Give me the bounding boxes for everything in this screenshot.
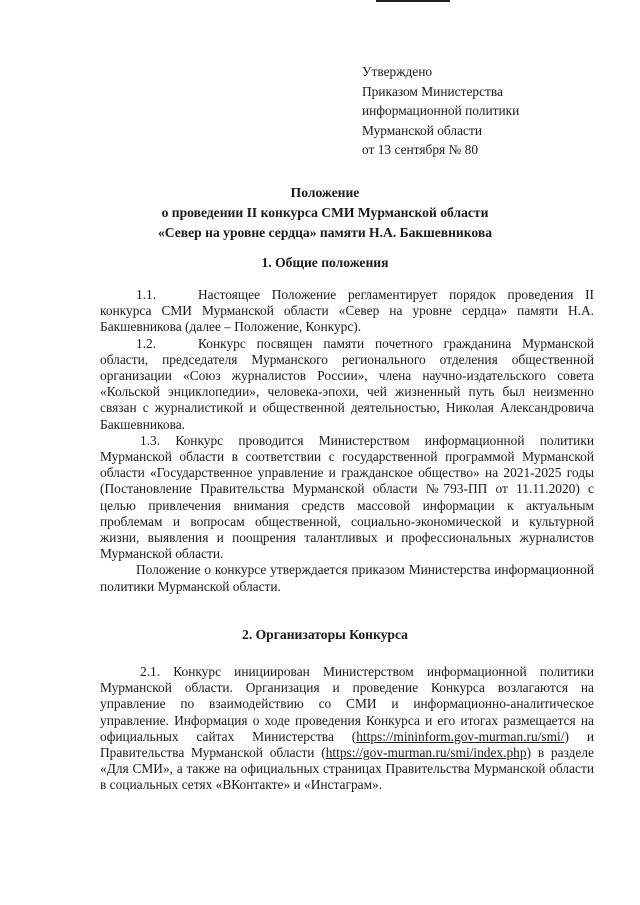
- paragraph-2-1: [100, 664, 594, 794]
- paragraph-1-4: Положение о конкурсе утверждается приказом Министерства информационной политики Мурманской области.: [100, 562, 594, 594]
- section-2-heading: 2. Организаторы Конкурса: [242, 627, 408, 642]
- section-2-body: [100, 664, 594, 794]
- paragraph-1-1-number: 1.1.: [136, 287, 157, 302]
- title-line-3: «Север на уровне сердца» памяти Н.А. Бакшевникова: [157, 225, 493, 240]
- paragraph-2-1-text-b: ) и Правительства Мурманской области (: [100, 728, 594, 761]
- title-line-1: Положение: [290, 185, 360, 200]
- approval-line-2: Приказом Министерства: [362, 83, 503, 99]
- paragraph-1-2-number: 1.2.: [136, 335, 157, 351]
- document-title: [60, 183, 590, 243]
- paragraph-1-1-text: Настоящее Положение регламентирует порядок проведения II конкурса СМИ Мурманской области «Север на уровне сердца» памяти Н.А. Бакшевникова (далее – Положение, Конкурс).: [100, 287, 594, 335]
- approval-line-5: от 13 сентября № 80: [362, 142, 479, 157]
- paragraph-2-1-text-c: ) в разделе «Для СМИ», а также на официальных страницах Правительства Мурманской области в социальных сетях «ВКонтакте» и «Инстаграм».: [100, 745, 594, 793]
- ministry-website-link[interactable]: https://mininform.gov-murman.ru/smi/: [356, 728, 565, 744]
- approval-line-3: информационной политики: [362, 103, 520, 118]
- approval-line-1: Утверждено: [362, 64, 433, 79]
- top-rule: [376, 0, 450, 2]
- paragraph-1-1: [100, 287, 594, 336]
- approval-block: [362, 62, 519, 160]
- section-1-body: [100, 287, 594, 595]
- paragraph-1-2-text: Конкурс посвящен памяти почетного гражданина Мурманской области, председателя Мурманского регионального отделения общественной организации «Союз журналистов России», члена научно-издательского совета «Кольской энциклопедии», человека-эпохи, чей жизненный путь был неизменно связан с журналистикой и общественной деятельностью, Николая Александровича Бакшевникова.: [100, 335, 594, 432]
- paragraph-1-2: [100, 336, 594, 433]
- paragraph-2-1-text-a: 2.1. Конкурс инициирован Министерством информационной политики Мурманской области. Организация и проведение Конкурса возлагаются на управление по взаимодействию со СМИ и информационно-аналитическое управление. Информация о ходе проведения Конкурса и его итогах размещается на официальных сайтах Министерства (: [100, 664, 594, 744]
- approval-line-4: Мурманской области: [362, 122, 482, 138]
- section-1-heading: 1. Общие положения: [261, 255, 389, 270]
- government-website-link[interactable]: https://gov-murman.ru/smi/index.php: [325, 745, 527, 761]
- paragraph-1-3: 1.3. Конкурс проводится Министерством информационной политики Мурманской области в соответствии с государственной программой Мурманской области «Государственное управление и гражданское общество» на 2021-2025 годы (Постановление Правительства Мурманской области №793-ПП от 11.11.2020) с целью привлечения внимания средств массовой информации к актуальным проблемам и вопросам общественной, социально-экономической и культурной жизни, выявления и поощрения талантливых и профессиональных журналистов Мурманской области.: [100, 432, 594, 562]
- title-line-2: о проведении II конкурса СМИ Мурманской области: [161, 205, 489, 220]
